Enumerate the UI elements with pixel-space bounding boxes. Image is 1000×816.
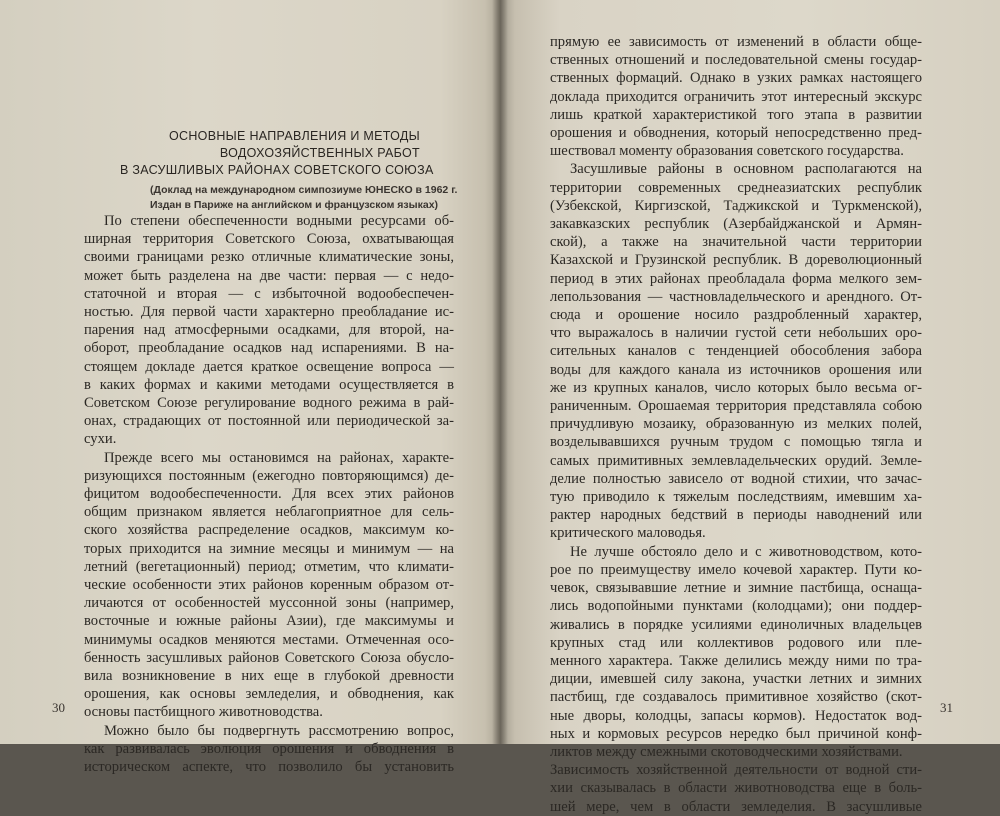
text-line: Казахской и Грузинской республик. В дореволюционный [550,252,922,269]
left-page [0,0,500,776]
text-line: ризующихся постоянным (ежегодно повторяющимся) де- [84,467,454,484]
text-line: пастбищ, где создавалось примитивное хозяйство (скот- [550,689,922,706]
text-line: рактер народных бедствий в периоды наводнений или [550,507,922,524]
text-line: раниченным. Орошаемая территория представляла собою [550,398,922,415]
text-line: причудливую мозаику, образованную из мелких полей, [550,416,922,433]
text-line: орошения и обводнения, который непосредственно пред- [550,125,922,142]
text-line: ственных формаций. Однако в узких рамках настоящего [550,70,922,87]
text-line: вила возникновение в них еще в глубокой древности [84,668,454,685]
text-line: менного характера. Также делились между ними по тра- [550,652,922,669]
text-line: ных и кормовых ресурсов нередко был причиной конф- [550,725,922,742]
text-line: же из крупных каналов, число которых было весьма ог- [550,379,922,396]
text-line: делие полностью зависело от водной стихии, что зачас- [550,470,922,487]
text-line: лись водопойными пунктами (колодцами); они поддер- [550,598,922,615]
text-line: своими границами резко отличные климатические зоны, [84,249,454,266]
text-line: Советском Союзе регулирование водного режима в рай- [84,395,454,412]
text-line: крупных стад или коллективов родового или пле- [550,634,922,651]
text-line: ского хозяйства распределение осадков, максимум ко- [84,522,454,539]
text-line: критического маловодья. [550,525,706,542]
text-line: диции, имевшей силу закона, участки летних и зимних [550,671,922,688]
text-line: ликтов между смежными скотоводческими хозяйствами. [550,743,903,760]
text-line: шей мере, чем в области земледелия. В засушливые [550,798,922,815]
text-line: что выражалось в наличии густой сети небольших оро- [550,325,922,342]
text-line: онах, страдающих от постоянной или периодической за- [84,413,454,430]
text-line: Прежде всего мы остановимся на районах, характе- [104,449,454,466]
text-line: сюда и орошение носило раздробленный характер, [550,307,922,324]
text-line: самых примитивных землевладельческих орудий. Земле- [550,452,922,469]
text-line: сухи. [84,431,117,448]
text-line: статочной и вторая — с избыточной водообеспечен- [84,285,454,302]
right-page [500,0,1000,815]
text-line: фицитом водообеспеченности. Для всех этих районов [84,486,454,503]
text-line: стоящем докладе дается краткое освещение вопроса — [84,358,454,375]
text-line: может быть разделена на две части: первая — с недо- [84,267,454,284]
page-number: 31 [940,700,953,715]
text-line: (Узбекской, Киргизской, Таджикской и Туркменской), [550,197,922,214]
chapter-heading [120,128,434,179]
text-line: ностью. Для первой части характерно преобладание ис- [84,304,454,321]
text-line: личаются от особенностей муссонной зоны (например, [84,595,454,612]
text-line: историческом аспекте, что позволило бы установить [84,759,454,776]
text-line: основы пастбищного животноводства. [84,704,323,721]
text-line: прямую ее зависимость от изменений в области обще- [550,34,922,50]
right-body-text [550,33,922,816]
text-line: как развивалась эволюция орошения и обводнения в [84,740,454,757]
subnote-line: (Доклад на международном симпозиуме ЮНЕСКО в 1962 г. [150,184,458,196]
text-line: торых приходится на зимние месяцы и минимум — на [84,540,454,557]
text-line: парения над атмосферными осадками, для второй, на- [84,322,454,339]
text-line: бенность засушливых районов Советского Союза обусло- [84,649,454,666]
text-line: восточные и южные районы Азии), где максимумы и [84,613,454,630]
text-line: сительных каналов с тенденцией обособления забора [550,343,922,360]
text-line: летний (вегетационный) период; отметим, что климати- [84,558,454,575]
heading-line: ОСНОВНЫЕ НАПРАВЛЕНИЯ И МЕТОДЫ [169,129,420,143]
text-line: ственных отношений и последовательной смены государ- [550,52,922,69]
text-line: минимумы осадков меняются местами. Отмеченная осо- [84,631,454,648]
text-line: хии сказывалась в области животноводства еще в боль- [550,780,922,797]
text-line: ширная территория Советского Союза, охватывающая [84,231,454,248]
text-line: рое по преимуществу имело кочевой характер. Пути ко- [550,561,922,578]
text-line: территории современных среднеазиатских республик [550,179,922,196]
text-line: тую приводило к тяжелым последствиям, имевшим ха- [550,489,922,506]
text-line: ской), а также на значительной части территории [550,234,922,251]
text-line: чевок, связывавшие летние и зимние пастбища, оснаща- [550,580,922,597]
text-line: воды для каждого канала из источников орошения или [550,361,922,378]
text-line: лепользования — частновладельческого и арендного. От- [550,288,922,305]
left-body-text [84,212,454,776]
text-line: Можно было бы подвергнуть рассмотрению вопрос, [104,722,454,739]
text-line: орошения, как основы земледелия, и обводнения, как [84,686,454,703]
subnote-line: Издан в Париже на английском и французском языках) [150,199,439,211]
chapter-subnote [150,183,458,213]
text-line: лишь краткой характеристикой того этапа в развитии [550,106,922,123]
heading-line: В ЗАСУШЛИВЫХ РАЙОНАХ СОВЕТСКОГО СОЮЗА [120,163,434,177]
text-line: период в этих районах преобладала форма мелкого зем- [550,270,922,287]
book-gutter [492,0,508,744]
heading-line: ВОДОХОЗЯЙСТВЕННЫХ РАБОТ [219,146,420,160]
text-line: Засушливые районы в основном располагаются на [570,161,922,178]
text-line: живались в порядке усилиями единоличных владельцев [550,616,922,633]
text-line: закавказских республик (Азербайджанской и Армян- [550,216,922,233]
page-number: 30 [52,700,65,715]
text-line: доклада приходится ограничить этот интересный экскурс [550,88,922,105]
text-line: ческие особенности этих районов коренным образом от- [84,577,454,594]
text-line: Не лучше обстояло дело и с животноводством, кото- [570,543,922,560]
text-line: ные дворы, колодцы, запасы кормов). Недостаток вод- [550,707,922,724]
text-line: шествовал моменту образования советского государства. [550,143,904,160]
text-line: Зависимость хозяйственной деятельности от водной сти- [550,762,922,779]
text-line: возделывавшихся ручным трудом с помощью тягла и [550,434,922,451]
text-line: оборот, преобладание осадков над испарениями. В на- [84,340,454,357]
text-line: По степени обеспеченности водными ресурсами об- [104,213,454,229]
text-line: в каких формах и какими методами осуществляется в [84,376,454,393]
text-line: общим признаком является неблагоприятное для сель- [84,504,454,521]
